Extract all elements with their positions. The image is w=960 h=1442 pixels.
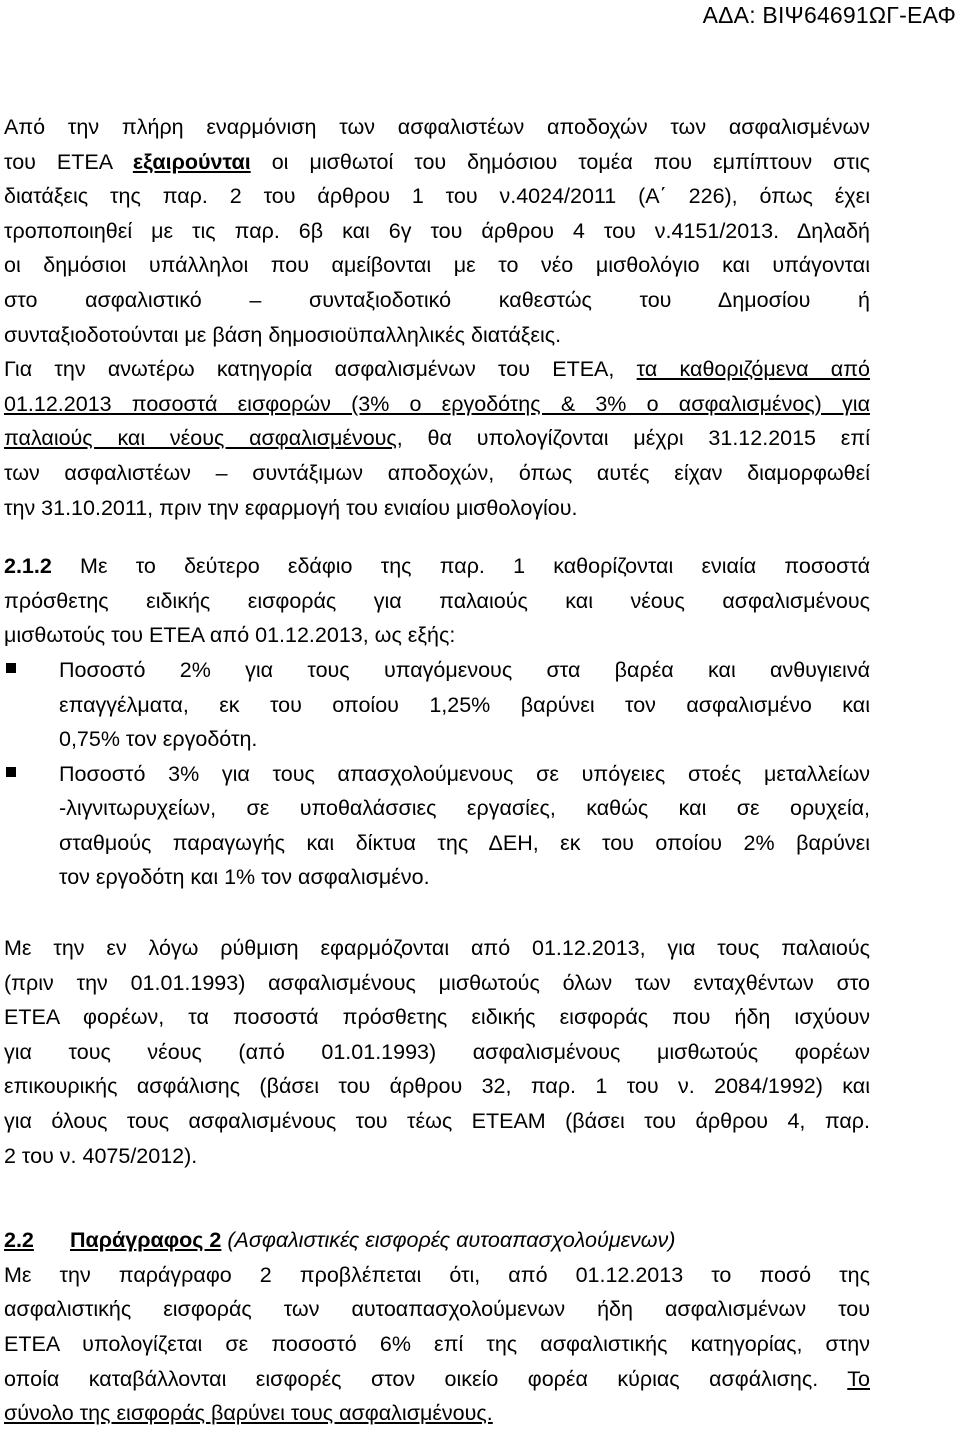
text-line: πρόσθετης ειδικής εισφοράς για παλαιούς και νέους ασφαλισμένους [4,588,870,613]
text-line: Ποσοστό 2% για τους υπαγόμενους στα βαρέα και ανθυγιεινά [59,657,870,682]
text-line: σταθμούς παραγωγής και δίκτυα της ΔΕΗ, εκ του οποίου 2% βαρύνει [59,830,870,855]
text-line: Με την εν λόγω ρύθμιση εφαρμόζονται από 01.12.2013, για τους παλαιούς [4,936,870,961]
text-line: -λιγνιτωρυχείων, σε υποθαλάσσιες εργασίες, καθώς και σε ορυχεία, [59,796,870,821]
text-line: Από την πλήρη εναρμόνιση των ασφαλιστέων αποδοχών των ασφαλισμένων [4,115,870,139]
text-line: την 31.10.2011, πριν την εφαρμογή του ενιαίου μισθολογίου. [4,495,578,520]
text-line: Για την ανωτέρω κατηγορία ασφαλισμένων του ΕΤΕΑ, τα καθοριζόμενα από [4,357,871,382]
text-line: τροποποιηθεί με τις παρ. 6β και 6γ του άρθρου 4 του ν.4151/2013. Δηλαδή [4,218,870,243]
text-line: σύνολο της εισφοράς βαρύνει τους ασφαλισμένους. [4,1401,493,1426]
text-line: μισθωτούς του ΕΤΕΑ από 01.12.2013, ως εξής: [4,623,456,648]
paragraph-self-employed [4,1258,870,1431]
emphasis-exempt: εξαιρούνται [132,149,251,174]
text-line: για όλους τους ασφαλισμένους του τέως ΕΤΕΑΜ (βάσει του άρθρου 4, παρ. [4,1109,870,1134]
paragraph-contribution-rates [4,352,870,525]
text-line: για τους νέους (από 01.01.1993) ασφαλισμένους μισθωτούς φορέων [4,1039,870,1064]
square-bullet-icon [6,767,16,777]
text-line: διατάξεις της παρ. 2 του άρθρου 1 του ν.4024/2011 (Α΄ 226), όπως έχει [4,184,870,209]
underlined-text: Το [847,1366,870,1391]
bullet-item [4,653,870,757]
text-line: (πριν την 01.01.1993) ασφαλισμένους μισθωτούς όλων των ενταχθέντων στο [4,970,870,995]
text-line: επαγγέλματα, εκ του οποίου 1,25% βαρύνει τον ασφαλισμένο και [59,692,870,717]
text-line: οποία καταβάλλονται εισφορές στον οικείο φορέα κύριας ασφάλισης. Το [4,1366,870,1391]
underlined-text: τα καθοριζόμενα από [636,357,871,382]
text-line: 2 του ν. 4075/2012). [4,1143,198,1168]
text-line: 2.1.2 Με το δεύτερο εδάφιο της παρ. 1 καθορίζονται ενιαία ποσοστά [4,554,870,579]
text-line: Ποσοστό 3% για τους απασχολούμενους σε υπόγειες στοές μεταλλείων [59,761,870,786]
text-line: 0,75% τον εργοδότη. [59,727,258,752]
text-line: ΕΤΕΑ φορέων, τα ποσοστά πρόσθετης ειδικής εισφοράς που ήδη ισχύουν [4,1005,870,1030]
text-line: των ασφαλιστέων – συντάξιμων αποδοχών, όπως αυτές είχαν διαμορφωθεί [4,460,870,485]
paragraph-exemption [4,110,870,352]
document-body [4,110,870,1431]
text-line: συνταξιοδοτούνται με βάση δημοσιοϋπαλληλικές διατάξεις. [4,322,562,347]
section-number: 2.2 [4,1228,34,1253]
text-line: οι δημόσιοι υπάλληλοι που αμείβονται με το νέο μισθολόγιο και υπάγονται [4,253,870,278]
text-line: του ΕΤΕΑ εξαιρούνται οι μισθωτοί του δημόσιου τομέα που εμπίπτουν στις [4,149,870,174]
text-line: στο ασφαλιστικό – συνταξιοδοτικό καθεστώς του Δημοσίου ή [4,287,870,312]
paragraph-old-insured [4,931,870,1173]
ada-code: ΑΔΑ: ΒΙΨ64691ΩΓ-ΕΑΦ [702,2,956,28]
square-bullet-icon [6,663,16,673]
text-line: ασφαλιστικής εισφοράς των αυτοαπασχολούμενων ήδη ασφαλισμένων του [4,1297,870,1322]
text-line: 01.12.2013 ποσοστά εισφορών (3% ο εργοδότης & 3% ο ασφαλισμένος) για [4,391,870,416]
paragraph-2-1-2 [4,549,870,653]
text-line: Με την παράγραφο 2 προβλέπεται ότι, από 01.12.2013 το ποσό της [4,1262,870,1287]
text-line: επικουρικής ασφάλισης (βάσει του άρθρου 32, παρ. 1 του ν. 2084/1992) και [4,1074,870,1099]
section-title: Παράγραφος 2 [70,1228,222,1253]
text-line: παλαιούς και νέους ασφαλισμένους, θα υπολογίζονται μέχρι 31.12.2015 επί [4,426,870,451]
underlined-text: παλαιούς και νέους ασφαλισμένους [4,426,397,451]
section-number: 2.1.2 [4,554,52,579]
section-subtitle: (Ασφαλιστικές εισφορές αυτοαπασχολούμενων) [221,1228,676,1253]
bullet-item [4,757,870,895]
text-line: ΕΤΕΑ υπολογίζεται σε ποσοστό 6% επί της ασφαλιστικής κατηγορίας, στην [4,1332,870,1356]
section-heading-2-2 [4,1223,870,1258]
text-line: τον εργοδότη και 1% τον ασφαλισμένο. [59,865,430,890]
